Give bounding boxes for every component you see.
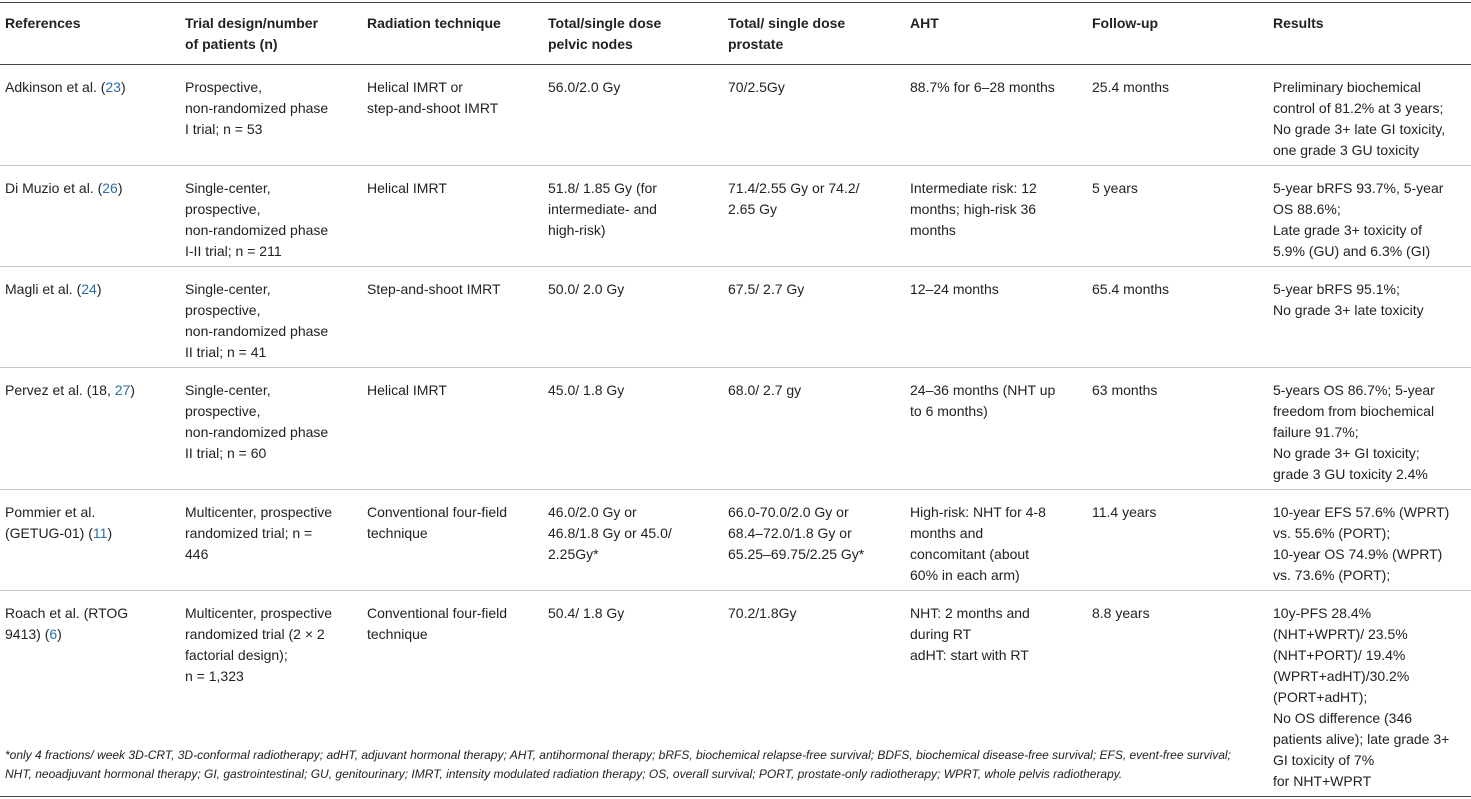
prostate-cell [723, 65, 905, 166]
reference-text: ) [57, 626, 62, 642]
design-cell [180, 166, 362, 267]
reference-text: Magli et al. ( [5, 281, 82, 297]
results-line: vs. 55.6% (PORT); [1273, 525, 1391, 541]
pelvic-cell [543, 368, 723, 490]
design-line: randomized trial (2 × 2 [185, 626, 325, 642]
prostate-line: 70.2/1.8Gy [728, 605, 797, 621]
column-header-line: of patients (n) [185, 36, 278, 52]
footnote-line: *only 4 fractions/ week 3D-CRT, 3D-conformal radiotherapy; adHT, adjuvant hormonal therapy; AHT, antihormonal therapy; bRFS, biochemical relapse-free survival; BDFS, biochemical disease-free survival; EFS, event-free survival; [5, 748, 1231, 762]
pelvic-line: 51.8/ 1.85 Gy (for [548, 180, 657, 196]
design-cell [180, 65, 362, 166]
aht-line: 12–24 months [910, 281, 999, 297]
followup-line: 8.8 years [1092, 605, 1150, 621]
technique-cell [362, 368, 543, 490]
reference-text: Pervez et al. (18, [5, 382, 115, 398]
aht-line: High-risk: NHT for 4-8 [910, 504, 1046, 520]
followup-line: 11.4 years [1092, 504, 1157, 520]
pelvic-line: 50.0/ 2.0 Gy [548, 281, 625, 297]
column-header [905, 3, 1087, 65]
aht-line: months; high-risk 36 [910, 201, 1037, 217]
results-line: Preliminary biochemical [1273, 79, 1421, 95]
results-line: 10y-PFS 28.4% [1273, 605, 1372, 621]
reference-text: ) [107, 525, 113, 541]
column-header-line: AHT [910, 15, 939, 31]
design-cell [180, 267, 362, 368]
results-line: one grade 3 GU toxicity [1273, 142, 1420, 158]
followup-cell [1087, 267, 1268, 368]
column-header-line: Results [1273, 15, 1324, 31]
design-line: Multicenter, prospective [185, 504, 333, 520]
design-line: Single-center, [185, 281, 271, 297]
table-header [0, 3, 1471, 65]
column-header [0, 3, 180, 65]
column-header [543, 3, 723, 65]
design-line: 446 [185, 546, 209, 562]
design-line: II trial; n = 41 [185, 344, 267, 360]
citation-link[interactable]: 23 [105, 79, 121, 95]
design-line: non-randomized phase [185, 424, 329, 440]
followup-line: 5 years [1092, 180, 1138, 196]
table-row [0, 490, 1471, 591]
design-line: Single-center, [185, 180, 271, 196]
design-cell [180, 368, 362, 490]
design-line: II trial; n = 60 [185, 445, 267, 461]
table-row [0, 166, 1471, 267]
results-cell [1268, 490, 1471, 591]
technique-line: technique [367, 626, 428, 642]
results-line: 5-years OS 86.7%; 5-year [1273, 382, 1435, 398]
design-line: Multicenter, prospective [185, 605, 333, 621]
reference-text: 9413) ( [5, 626, 50, 642]
results-line: control of 81.2% at 3 years; [1273, 100, 1444, 116]
design-line: non-randomized phase [185, 100, 329, 116]
table-body [0, 65, 1471, 797]
pelvic-line: 46.0/2.0 Gy or [548, 504, 637, 520]
aht-line: concomitant (about [910, 546, 1030, 562]
results-line: (WPRT+adHT)/30.2% [1273, 668, 1410, 684]
results-line: (NHT+PORT)/ 19.4% [1273, 647, 1406, 663]
technique-line: Conventional four-field [367, 504, 508, 520]
design-line: non-randomized phase [185, 323, 329, 339]
followup-line: 25.4 months [1092, 79, 1170, 95]
prostate-cell [723, 368, 905, 490]
design-line: I trial; n = 53 [185, 121, 263, 137]
column-header-line: Total/ single dose [728, 15, 846, 31]
technique-line: technique [367, 525, 428, 541]
prostate-line: 67.5/ 2.7 Gy [728, 281, 805, 297]
table-row [0, 267, 1471, 368]
header-row [0, 3, 1471, 65]
aht-cell [905, 65, 1087, 166]
technique-line: Step-and-shoot IMRT [367, 281, 501, 297]
results-line: OS 88.6%; [1273, 201, 1341, 217]
technique-line: step-and-shoot IMRT [367, 100, 499, 116]
prostate-cell [723, 267, 905, 368]
design-line: n = 1,323 [185, 668, 244, 684]
results-line: grade 3 GU toxicity 2.4% [1273, 466, 1428, 482]
results-line: vs. 73.6% (PORT); [1273, 567, 1391, 583]
aht-line: NHT: 2 months and [910, 605, 1030, 621]
aht-line: Intermediate risk: 12 [910, 180, 1037, 196]
column-header [1087, 3, 1268, 65]
pelvic-cell [543, 490, 723, 591]
reference-text: Di Muzio et al. ( [5, 180, 103, 196]
aht-line: months and [910, 525, 984, 541]
results-line: (PORT+adHT); [1273, 689, 1368, 705]
aht-line: to 6 months) [910, 403, 988, 419]
aht-line: months [910, 222, 956, 238]
aht-line: 88.7% for 6–28 months [910, 79, 1055, 95]
aht-line: 24–36 months (NHT up [910, 382, 1056, 398]
column-header [362, 3, 543, 65]
table-row [0, 65, 1471, 166]
reference-cell [0, 490, 180, 591]
design-line: factorial design); [185, 647, 288, 663]
aht-line: 60% in each arm) [910, 567, 1020, 583]
technique-cell [362, 65, 543, 166]
prostate-line: 66.0-70.0/2.0 Gy or [728, 504, 849, 520]
column-header [180, 3, 362, 65]
pelvic-line: high-risk) [548, 222, 606, 238]
results-cell [1268, 368, 1471, 490]
design-cell [180, 490, 362, 591]
design-line: Prospective, [185, 79, 263, 95]
aht-cell [905, 368, 1087, 490]
prostate-line: 70/2.5Gy [728, 79, 785, 95]
technique-line: Helical IMRT [367, 382, 447, 398]
reference-text: Roach et al. (RTOG [5, 605, 129, 621]
aht-line: during RT [910, 626, 972, 642]
column-header-line: References [5, 15, 81, 31]
results-line: failure 91.7%; [1273, 424, 1359, 440]
pelvic-cell [543, 65, 723, 166]
pelvic-line: 56.0/2.0 Gy [548, 79, 621, 95]
results-line: GI toxicity of 7% [1273, 752, 1375, 768]
followup-line: 63 months [1092, 382, 1158, 398]
column-header-line: Trial design/number [185, 15, 319, 31]
column-header-line: pelvic nodes [548, 36, 633, 52]
reference-text: (GETUG-01) ( [5, 525, 93, 541]
prostate-line: 2.65 Gy [728, 201, 778, 217]
reference-cell [0, 267, 180, 368]
followup-cell [1087, 368, 1268, 490]
technique-line: Conventional four-field [367, 605, 508, 621]
results-line: 5-year bRFS 95.1%; [1273, 281, 1400, 297]
citation-link[interactable]: 26 [102, 180, 118, 196]
footnote [5, 746, 1465, 784]
footnote-line: NHT, neoadjuvant hormonal therapy; GI, gastrointestinal; GU, genitourinary; IMRT, intensity modulated radiation therapy; OS, overall survival; PORT, prostate-only radiotherapy; WPRT, whole pelvis radiotherapy. [5, 767, 1123, 781]
followup-cell [1087, 490, 1268, 591]
followup-line: 65.4 months [1092, 281, 1170, 297]
column-header [1268, 3, 1471, 65]
prostate-cell [723, 166, 905, 267]
design-line: prospective, [185, 302, 261, 318]
followup-cell [1087, 166, 1268, 267]
technique-line: Helical IMRT or [367, 79, 463, 95]
results-cell [1268, 166, 1471, 267]
results-line: No OS difference (346 [1273, 710, 1413, 726]
followup-cell [1087, 65, 1268, 166]
design-line: randomized trial; n = [185, 525, 313, 541]
results-line: patients alive); late grade 3+ [1273, 731, 1450, 747]
study-table [0, 2, 1471, 797]
reference-text: ) [120, 79, 126, 95]
results-line: 10-year OS 74.9% (WPRT) [1273, 546, 1443, 562]
results-line: No grade 3+ late toxicity [1273, 302, 1424, 318]
table-row [0, 368, 1471, 490]
citation-link[interactable]: 6 [49, 626, 58, 642]
pelvic-cell [543, 166, 723, 267]
design-line: I-II trial; n = 211 [185, 243, 282, 259]
citation-link[interactable]: 24 [81, 281, 97, 297]
prostate-line: 68.0/ 2.7 gy [728, 382, 802, 398]
reference-text: Pommier et al. [5, 504, 96, 520]
citation-link[interactable]: 11 [92, 525, 108, 541]
technique-line: Helical IMRT [367, 180, 447, 196]
aht-cell [905, 166, 1087, 267]
reference-text: ) [130, 382, 135, 398]
technique-cell [362, 267, 543, 368]
results-cell [1268, 267, 1471, 368]
results-line: Late grade 3+ toxicity of [1273, 222, 1423, 238]
prostate-cell [723, 490, 905, 591]
results-line: No grade 3+ GI toxicity; [1273, 445, 1420, 461]
prostate-line: 65.25–69.75/2.25 Gy* [728, 546, 865, 562]
results-cell [1268, 65, 1471, 166]
results-line: for NHT+WPRT [1273, 773, 1372, 789]
reference-text: ) [96, 281, 102, 297]
results-line: No grade 3+ late GI toxicity, [1273, 121, 1446, 137]
column-header-line: Follow-up [1092, 15, 1159, 31]
reference-cell [0, 65, 180, 166]
aht-line: adHT: start with RT [910, 647, 1029, 663]
column-header-line: Total/single dose [548, 15, 662, 31]
technique-cell [362, 166, 543, 267]
citation-link[interactable]: 27 [114, 382, 131, 398]
column-header-line: Radiation technique [367, 15, 501, 31]
design-line: non-randomized phase [185, 222, 329, 238]
pelvic-line: 2.25Gy* [548, 546, 599, 562]
design-line: Single-center, [185, 382, 271, 398]
reference-text: Adkinson et al. ( [5, 79, 106, 95]
pelvic-line: 50.4/ 1.8 Gy [548, 605, 625, 621]
aht-cell [905, 490, 1087, 591]
reference-cell [0, 368, 180, 490]
prostate-line: 71.4/2.55 Gy or 74.2/ [728, 180, 860, 196]
aht-cell [905, 267, 1087, 368]
column-header-line: prostate [728, 36, 784, 52]
reference-text: ) [117, 180, 123, 196]
prostate-line: 68.4–72.0/1.8 Gy or [728, 525, 852, 541]
results-line: 5.9% (GU) and 6.3% (GI) [1273, 243, 1431, 259]
design-line: prospective, [185, 403, 261, 419]
reference-cell [0, 166, 180, 267]
pelvic-line: 45.0/ 1.8 Gy [548, 382, 625, 398]
pelvic-line: 46.8/1.8 Gy or 45.0/ [548, 525, 672, 541]
results-line: 10-year EFS 57.6% (WPRT) [1273, 504, 1450, 520]
results-line: 5-year bRFS 93.7%, 5-year [1273, 180, 1444, 196]
design-line: prospective, [185, 201, 261, 217]
pelvic-line: intermediate- and [548, 201, 657, 217]
results-line: freedom from biochemical [1273, 403, 1435, 419]
pelvic-cell [543, 267, 723, 368]
technique-cell [362, 490, 543, 591]
results-line: (NHT+WPRT)/ 23.5% [1273, 626, 1408, 642]
column-header [723, 3, 905, 65]
